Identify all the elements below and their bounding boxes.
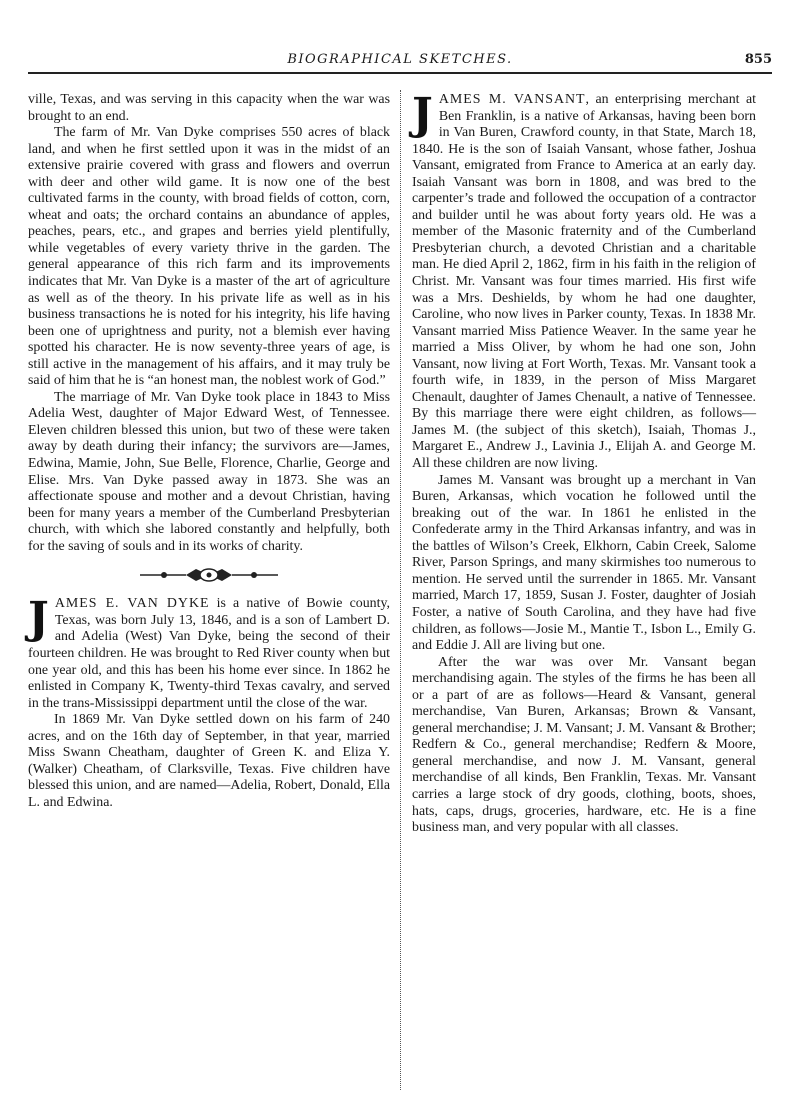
paragraph: After the war was over Mr. Vansant began merchandising again. The styles of the firms he has been all or a part of are as follows—Heard & Vansant, general merchandise, Van Buren, Arkansas; Brown & Vansant, general merchandise; J. M. Vansant; J. M. Vansant & Brother; Redfern & Co., general merchandise; Redfern & Moore, general merchandise, and now J. M. Vansant, general merchandise of all kinds, Ben Franklin, Texas. Mr. Vansant carries a large stock of dry goods, clothing, boots, shoes, hats, caps, drugs, groceries, hardware, etc. He is a fine business man, and very popular with all classes. [412,654,756,836]
paragraph: The marriage of Mr. Van Dyke took place in 1843 to Miss Adelia West, daughter of Major Edward West, of Tennessee. Eleven children blessed this union, but two of these were taken away by death during their infancy; the survivors are—James, Edwina, Mamie, John, Sue Belle, Florence, Charlie, George and Elise. Mrs. Van Dyke passed away in 1873. She was an affectionate spouse and mother and a devout Christian, having been for many years a member of the Cumberland Presbyterian church, with which she labored constantly and helpfully, both for the saving of souls and in its works of charity. [28,389,390,554]
page-header [0,52,800,74]
page-number: 855 [744,52,772,67]
biography-name: AMES M. VANSANT [438,92,586,107]
biography-text: is a native of Bowie county, Texas, was born July 13, 1846, and is a son of Lambert D. and Adelia (West) Van Dyke, being the second of their fourteen children. He was brought to Red River county when but one year old, and this has been his home ever since. In 1862 he enlisted in Company K, Twenty-third Texas cavalry, and served in the trans-Mississippi department until the close of the war. [28,596,390,711]
paragraph: James M. Vansant was brought up a merchant in Van Buren, Arkansas, which vocation he followed until the breaking out of the war. In 1861 he enlisted in the Confederate army in the Third Arkansas infantry, and was in the battles of Wilson’s Creek, Elkhorn, Cabin Creek, Salome River, Parson Springs, and many skirmishes too numerous to mention. He served until the surrender in 1865. Mr. Vansant married, March 17, 1859, Susan J. Foster, daughter of Josiah Foster, a native of South Carolina, and they have had five children, as follows—Josie M., Mantie T., Isbon L., Emily G. and Eddie J. All are living but one. [412,472,756,654]
paragraph: In 1869 Mr. Van Dyke settled down on his farm of 240 acres, and on the 16th day of September, in that year, married Miss Swann Cheatham, daughter of Green K. and Eliza Y. (Walker) Cheatham, of Clarksville, Texas. Five children have blessed this union, and are named—Adelia, Robert, Donald, Ella L. and Edwina. [28,712,390,810]
drop-cap: J [28,593,49,645]
biography-name: AMES E. VAN DYKE [54,596,210,612]
biography-text: , an enterprising merchant at Ben Franklin, is a native of Arkansas, having been born in Van Buren, Crawford county, in that State, March 18, 1840. He is the son of Isaiah Vansant, whose father, Joshua Vansant, emigrated from France to America at an early day. Isaiah Vansant was born in 1808, and was bred to the carpenter’s trade and followed the occupation of a contractor and builder until he was about forty years old. He was a member of the Masonic fraternity and of the Cumberland Presbyterian church, a devoted Christian and a charitable man. He died April 2, 1862, firm in his faith in the religion of Christ. Mr. Vansant was four times married. His first wife was a Mrs. Deshields, by whom he had one daughter, Caroline, who now lives in Parker county, Texas. In 1838 Mr. Vansant married Miss Patience Weaver. In the same year he married a Miss Oliver, by whom he had one son, John Vansant, now living at Fort Worth, Texas. Mr. Vansant took a fourth wife, in 1839, in the person of Miss Margaret Chenault, daughter of James Chenault, a native of Tennessee. By this marriage there were eight children, as follows—James M. (the subject of this sketch), Isaiah, Thomas J., Margaret E., Andrew J., Lavinia J., Elijah A. and George M. All these children are now living. [412,92,756,472]
biography-vansant [412,89,756,473]
left-column [28,92,390,811]
running-head: BIOGRAPHICAL SKETCHES. [287,52,513,67]
drop-cap: J [412,89,433,140]
column-divider [400,90,401,1090]
paragraph: The farm of Mr. Van Dyke comprises 550 acres of black land, and when he first settled upon it was in the midst of an extensive prairie covered with grass and flowers and overrun with deer and other wild game. It is now one of the best cultivated farms in the county, with broad fields of cotton, corn, wheat and oats; the orchard contains an abundance of apples, peaches, pears, etc., and grapes and berries yield plentifully, while vegetables of every variety thrive in the garden. The general appearance of this rich farm and its improvements indicates that Mr. Van Dyke is a master of the art of agriculture as well as of the theory. In his private life as well as in his business transactions he is noted for his integrity, his life having been one of uprightness and purity, not a blemish ever having spotted his character. He is now seventy-three years of age, is still active in the management of his affairs, and it may truly be said of him that he is “an honest man, the noblest work of God.” [28,125,390,389]
paragraph: ville, Texas, and was serving in this capacity when the war was brought to an end. [28,92,390,124]
header-rule [28,72,772,74]
biography-van-dyke [28,593,390,712]
ornament-icon [134,566,284,584]
ornamental-divider [28,566,390,586]
right-column [412,89,756,837]
